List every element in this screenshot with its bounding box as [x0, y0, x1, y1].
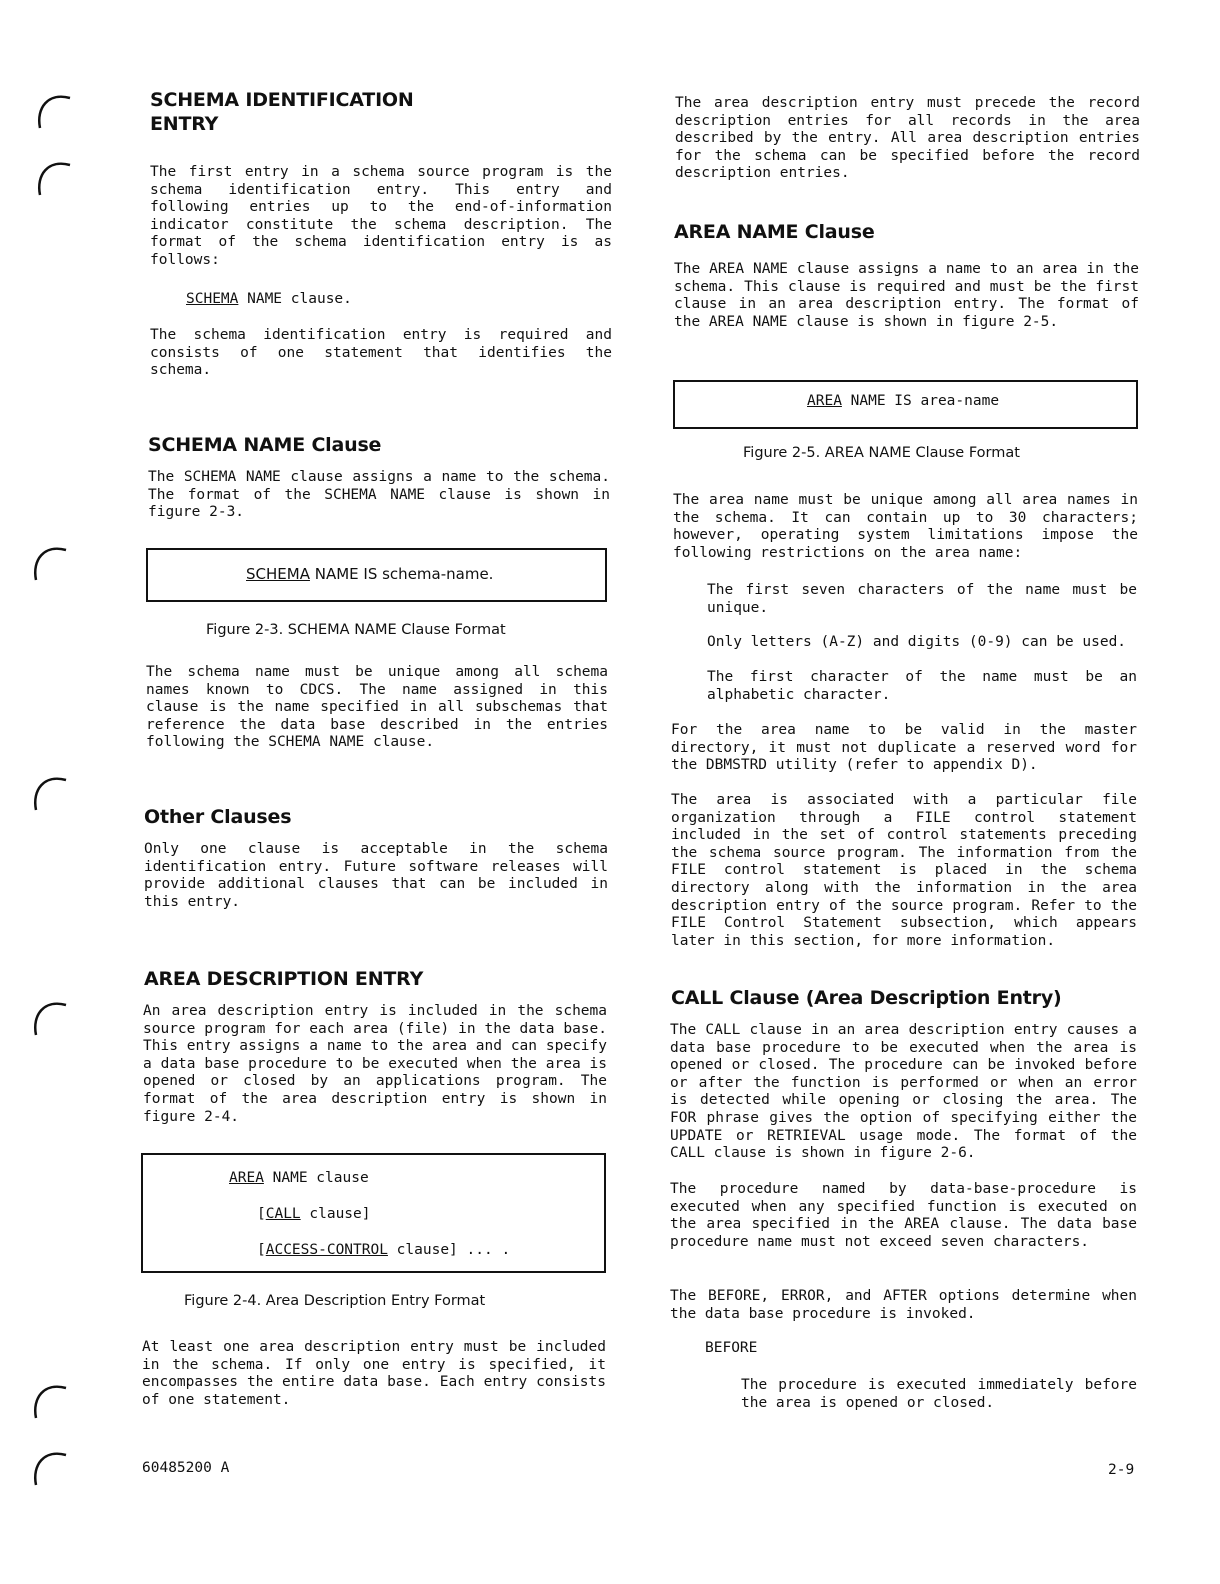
- binder-ring-icon: [30, 995, 70, 1043]
- before-option-description: The procedure is executed immediately before the area is opened or closed.: [741, 1377, 1137, 1411]
- schema-identification-requirement: The schema identification entry is required and consists of one statement that identifies the schema.: [150, 327, 612, 379]
- format-keyword: ACCESS-CONTROL: [265, 1242, 388, 1258]
- format-rest: NAME clause.: [238, 291, 352, 307]
- area-name-intro: The AREA NAME clause assigns a name to an area in the schema. This clause is required and must be the first clause in an area description entry. The format of the AREA NAME clause is shown in figure 2-5.: [674, 261, 1139, 330]
- figure-2-5-caption: Figure 2-5. AREA NAME Clause Format: [743, 445, 1020, 461]
- restriction-item: The first seven characters of the name must be unique.: [707, 582, 1137, 616]
- other-clauses-heading: Other Clauses: [144, 806, 292, 828]
- restriction-item: The first character of the name must be an alphabetic character.: [707, 669, 1137, 703]
- figure-2-5-format: [807, 393, 999, 411]
- format-rest: NAME clause: [263, 1170, 369, 1186]
- document-number: 60485200 A: [142, 1460, 230, 1476]
- schema-name-uniqueness: The schema name must be unique among all schema names known to CDCS. The name assigned in this clause is the name specified in all subschemas that reference the data base described in the entries following the SCHEMA NAME clause.: [146, 664, 608, 751]
- area-name-heading: AREA NAME Clause: [674, 221, 875, 243]
- schema-identification-intro: The first entry in a schema source program is the schema identification entry. This entry and following entries up to the end-of-information indicator constitute the schema description. The format of the schema identification entry is as follows:: [150, 164, 612, 268]
- binder-ring-icon: [30, 1378, 70, 1426]
- format-rest: clause]: [300, 1206, 371, 1222]
- format-rest: NAME IS area-name: [841, 393, 1000, 409]
- schema-identification-heading: SCHEMA IDENTIFICATION ENTRY: [150, 89, 414, 135]
- area-description-requirement: At least one area description entry must be included in the schema. If only one entry is specified, it encompasses the entire data base. Each entry consists of one statement.: [142, 1339, 606, 1408]
- other-clauses-body: Only one clause is acceptable in the schema identification entry. Future software releases will provide additional clauses that can be included in this entry.: [144, 841, 608, 910]
- format-keyword: AREA: [229, 1170, 264, 1186]
- binder-ring-icon: [30, 770, 70, 818]
- area-description-intro: An area description entry is included in the schema source program for each area (file) in the data base. This entry assigns a name to the area and can specify a data base procedure to be executed when the area is opened or closed by an applications program. The format of the area description entry is shown in figure 2-4.: [143, 1003, 607, 1125]
- area-file-organization: The area is associated with a particular file organization through a FILE control statement included in the set of control statements preceding the schema source program. The information from the FILE control statement is placed in the schema directory along with the information in the area description entry of the source program. Refer to the FILE Control Statement subsection, which appears later in this section, for more information.: [671, 792, 1137, 949]
- format-rest: NAME IS schema-name.: [309, 565, 494, 583]
- binder-ring-icon: [30, 540, 70, 588]
- figure-2-3-box: [146, 548, 607, 602]
- format-keyword: CALL: [265, 1206, 301, 1222]
- format-rest: clause] ... .: [387, 1242, 511, 1258]
- area-name-master-directory: For the area name to be valid in the master directory, it must not duplicate a reserved word for the DBMSTRD utility (refer to appendix D).: [671, 722, 1137, 774]
- figure-2-4-line-3: [257, 1242, 510, 1260]
- restriction-item: Only letters (A-Z) and digits (0-9) can be used.: [707, 634, 1127, 650]
- format-keyword: SCHEMA: [186, 291, 239, 307]
- schema-name-intro: The SCHEMA NAME clause assigns a name to the schema. The format of the SCHEMA NAME clause is shown in figure 2-3.: [148, 469, 610, 521]
- figure-2-4-box: [141, 1153, 606, 1273]
- call-clause-intro: The CALL clause in an area description entry causes a data base procedure to be executed when the area is opened or closed. The procedure can be invoked before or after the function is performed or when an error is detected while opening or closing the area. The FOR phrase gives the option of specifying either the UPDATE or RETRIEVAL usage mode. The format of the CALL clause is shown in figure 2-6.: [670, 1022, 1137, 1162]
- before-option-label: BEFORE: [705, 1340, 758, 1356]
- format-keyword: SCHEMA: [246, 565, 310, 583]
- call-clause-options: The BEFORE, ERROR, and AFTER options determine when the data base procedure is invoked.: [670, 1288, 1137, 1322]
- page-number: 2-9: [1108, 1462, 1135, 1478]
- figure-2-4-caption: Figure 2-4. Area Description Entry Format: [184, 1293, 486, 1309]
- binder-ring-icon: [34, 88, 74, 136]
- area-description-heading: AREA DESCRIPTION ENTRY: [144, 968, 424, 990]
- binder-ring-icon: [34, 155, 74, 203]
- figure-2-3-caption: Figure 2-3. SCHEMA NAME Clause Format: [206, 622, 506, 638]
- area-name-uniqueness: The area name must be unique among all area names in the schema. It can contain up to 30 characters; however, operating system limitations impose the following restrictions on the area name:: [673, 492, 1138, 561]
- figure-2-4-line-1: [229, 1170, 369, 1188]
- format-keyword: AREA: [807, 393, 842, 409]
- binder-ring-icon: [30, 1445, 70, 1493]
- bracket-open: [: [257, 1206, 266, 1222]
- area-description-order: The area description entry must precede the record description entries for all records in the area described by the entry. All area description entries for the schema can be specified before the record description entries.: [675, 95, 1140, 182]
- figure-2-5-box: [673, 380, 1138, 429]
- call-clause-heading: CALL Clause (Area Description Entry): [671, 987, 1062, 1009]
- figure-2-4-line-2: [257, 1206, 371, 1224]
- bracket-open: [: [257, 1242, 266, 1258]
- figure-2-3-format: [246, 565, 493, 583]
- call-clause-procedure: The procedure named by data-base-procedure is executed when any specified function is executed on the area specified in the AREA clause. The data base procedure name must not exceed seven characters.: [670, 1181, 1137, 1250]
- schema-name-heading: SCHEMA NAME Clause: [148, 434, 382, 456]
- schema-identification-format: [186, 291, 352, 309]
